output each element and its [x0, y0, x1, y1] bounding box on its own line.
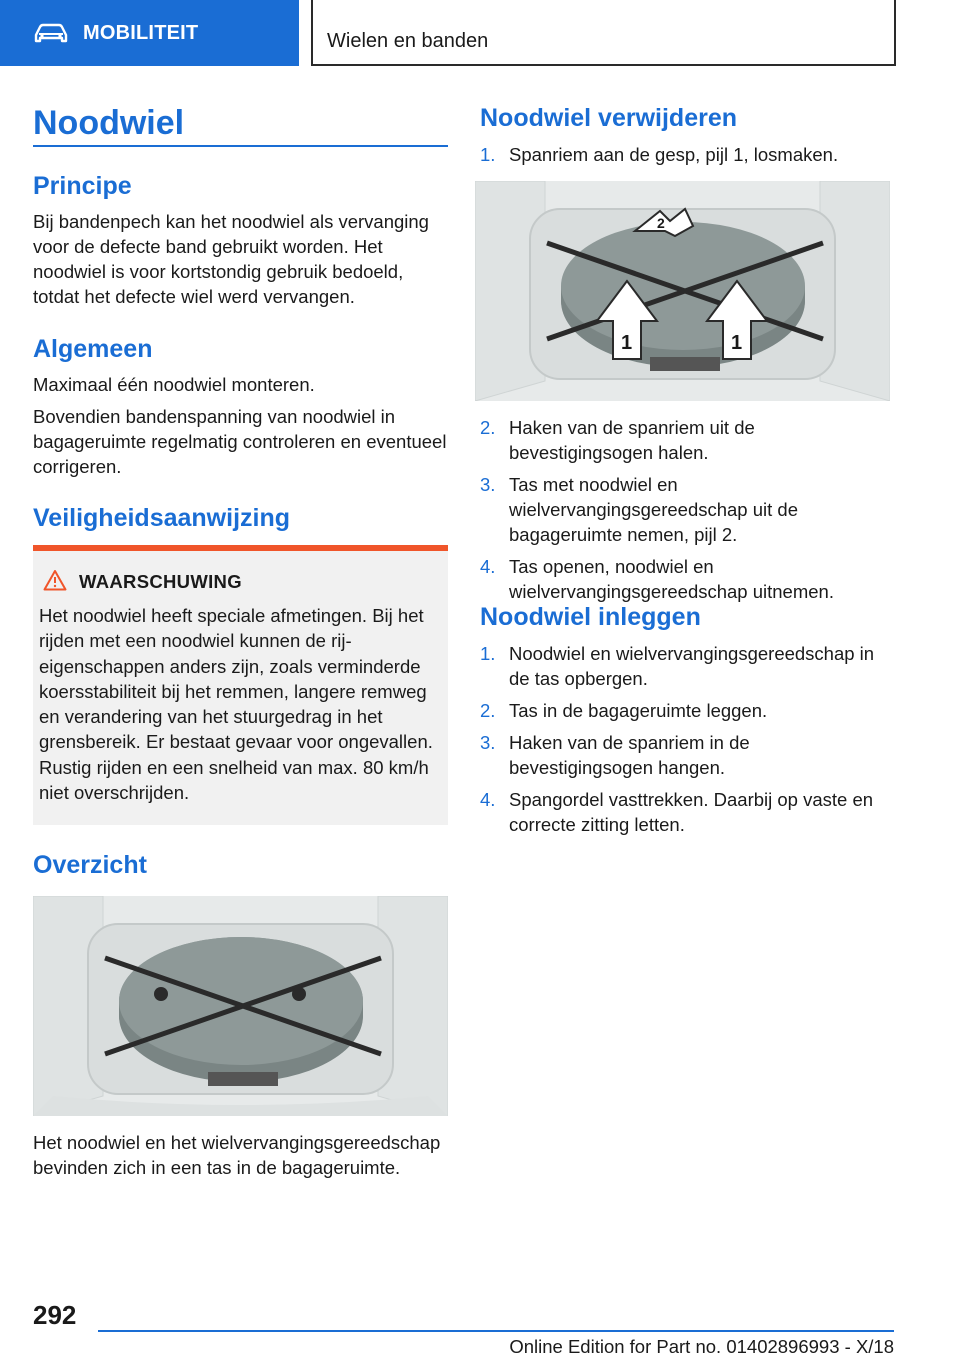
step-number: 1.	[480, 643, 496, 664]
heading-veiligheid: Veiligheidsaanwijzing	[33, 504, 291, 532]
footer-rule	[98, 1330, 894, 1332]
section-label: MOBILITEIT	[83, 21, 199, 44]
step-number: 2.	[480, 700, 496, 721]
warning-title: WAARSCHUWING	[79, 571, 242, 592]
step-text: Spangordel vasttrekken. Daarbij op vaste en correcte zitting letten.	[509, 789, 874, 835]
insert-steps	[480, 641, 894, 837]
list-item	[480, 787, 894, 837]
title-rule	[33, 145, 448, 147]
algemeen-text-1: Maximaal één noodwiel monteren.	[33, 374, 315, 395]
step-number: 1.	[480, 144, 496, 165]
edition-note: Online Edition for Part no. 01402896993 - X/18	[509, 1336, 894, 1357]
step-text: Spanriem aan de gesp, pijl 1, losmaken.	[509, 144, 839, 165]
list-item	[480, 698, 894, 723]
list-item	[480, 641, 894, 691]
principe-text: Bij bandenpech kan het noodwiel als vervanging voor de defecte band gebruikt worden. Het noodwiel is voor kortstondig gebruik bedoeld, totdat het defecte wiel werd vervangen.	[33, 211, 429, 307]
list-item	[480, 472, 894, 547]
step-text: Haken van de spanriem uit de bevestigingsogen halen.	[509, 417, 755, 463]
heading-principe: Principe	[33, 172, 132, 200]
warning-text: Het noodwiel heeft speciale afmetingen. Bij het rijden met een noodwiel kunnen de rij-eigenschappen anders zijn, zoals verminderde koersstabiliteit bij het remmen, langere remweg en verandering van het stuurgedrag in het grensbereik. Er bestaat gevaar voor ongevallen. Rustig rijden en een snelheid van max. 80 km/h niet overschrijden.	[39, 605, 433, 804]
heading-inleggen: Noodwiel inleggen	[480, 603, 701, 631]
list-item	[480, 142, 894, 167]
step-number: 4.	[480, 789, 496, 810]
arrow-label-2: 2	[657, 215, 665, 231]
step-number: 2.	[480, 417, 496, 438]
step-text: Noodwiel en wielvervangingsgereedschap in de tas opbergen.	[509, 643, 875, 689]
overview-caption: Het noodwiel en het wielvervangingsgereedschap bevinden zich in een tas in de bagageruimte.	[33, 1132, 441, 1178]
step-number: 3.	[480, 732, 496, 753]
warning-box	[33, 551, 448, 825]
remove-steps	[480, 415, 894, 604]
arrow-label-1b: 1	[731, 332, 743, 354]
warning-triangle-icon	[43, 569, 67, 591]
step-text: Tas in de bagageruimte leggen.	[509, 700, 768, 721]
arrow-label-1a: 1	[621, 332, 633, 354]
section-tab	[0, 0, 299, 66]
list-item	[480, 554, 894, 604]
step-number: 3.	[480, 474, 496, 495]
car-icon	[33, 21, 69, 45]
remove-step-1	[480, 142, 894, 167]
removal-illustration	[475, 181, 890, 401]
step-text: Tas met noodwiel en wielvervangingsgereedschap uit de bagageruimte nemen, pijl 2.	[509, 474, 798, 545]
heading-overzicht: Overzicht	[33, 851, 147, 879]
algemeen-text-2: Bovendien bandenspanning van noodwiel in bagageruimte regelmatig controleren en eventueel corrigeren.	[33, 406, 447, 477]
heading-verwijderen: Noodwiel verwijderen	[480, 104, 738, 132]
step-text: Haken van de spanriem in de bevestigingsogen hangen.	[509, 732, 750, 778]
page-number: 292	[33, 1300, 77, 1330]
chapter-tab	[311, 0, 896, 66]
page-title: Noodwiel	[33, 104, 185, 142]
list-item	[480, 415, 894, 465]
heading-algemeen: Algemeen	[33, 335, 153, 363]
chapter-label: Wielen en banden	[327, 30, 489, 52]
overview-illustration	[33, 896, 448, 1116]
step-number: 4.	[480, 556, 496, 577]
step-text: Tas openen, noodwiel en wielvervangingsgereedschap uitnemen.	[509, 556, 834, 602]
list-item	[480, 730, 894, 780]
